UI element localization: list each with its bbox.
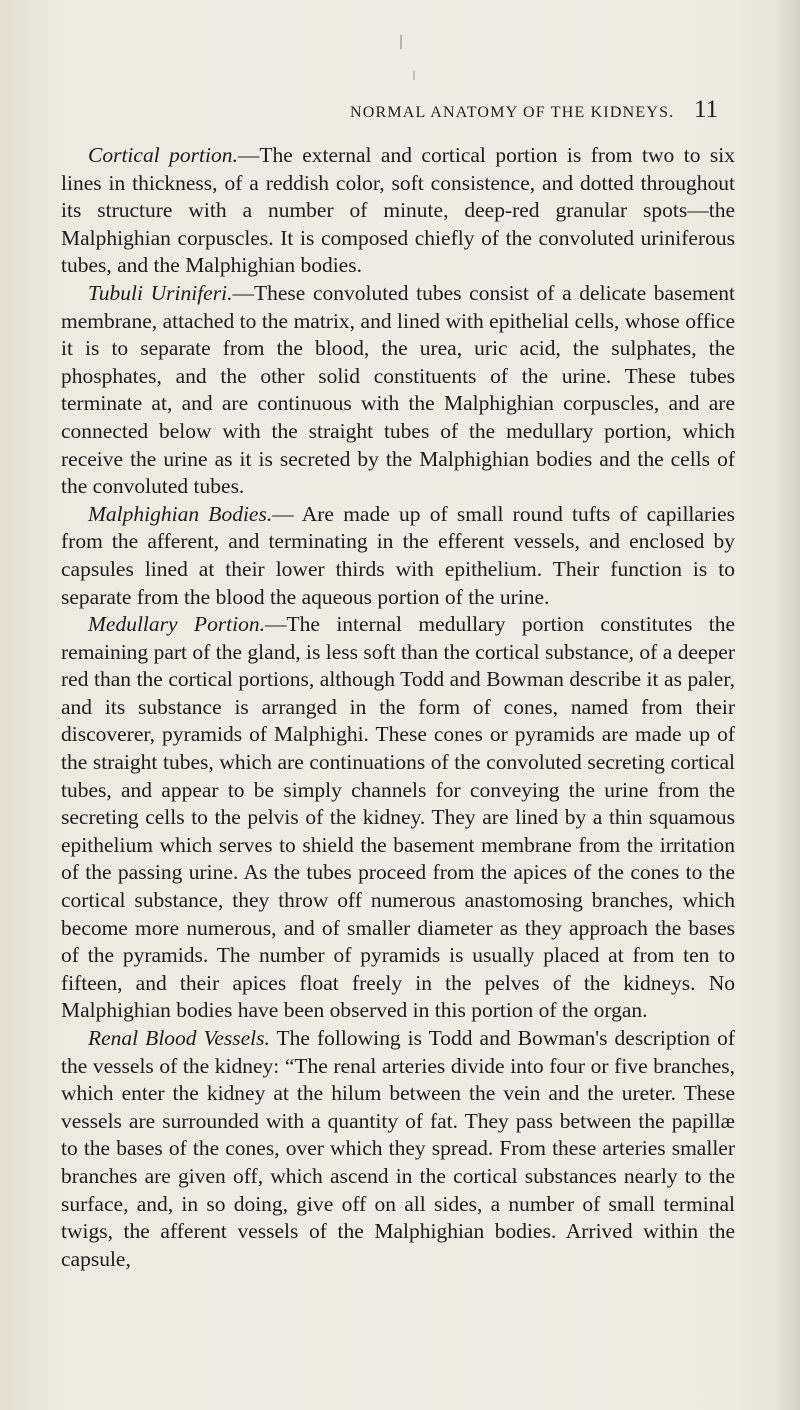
paragraph-renal-blood-vessels bbox=[61, 1025, 735, 1273]
paragraph-text: The following is Todd and Bowman's description of the vessels of the kidney: “The renal arteries divide into four or five branches, which enter the kidney at the hilum between the vein and the ureter. These vessels are surrounded with a quantity of fat. They pass between the papillæ to the bases of the cones, over which they spread. From these arteries smaller branches are given off, which ascend in the cortical substances nearly to the surface, and, in so doing, give off on all sides, a number of small terminal twigs, the afferent vessels of the Malphighian bodies. Arrived within the capsule, bbox=[61, 1026, 735, 1271]
section-heading: Cortical portion. bbox=[88, 143, 238, 167]
print-mark bbox=[400, 35, 402, 49]
paragraph-text: — Are made up of small round tufts of capillaries from the afferent, and terminating in the efferent vessels, and enclosed by capsules lined at their lower thirds with epithelium. Their function is to separate from the blood the aqueous portion of the urine. bbox=[61, 501, 735, 609]
section-heading: Tubuli Uriniferi. bbox=[88, 280, 233, 305]
paragraph-cortical-portion bbox=[61, 142, 735, 280]
page-edge-shadow bbox=[776, 0, 800, 1410]
paragraph-text: —The external and cortical portion is from two to six lines in thickness, of a reddish color, soft consistence, and dotted throughout its structure with a number of minute, deep-red granular spots—the Malphighian corpuscles. It is composed chiefly of the convoluted uriniferous tubes, and the Malphighian bodies. bbox=[61, 143, 735, 278]
running-head: NORMAL ANATOMY OF THE KIDNEYS. bbox=[350, 104, 675, 121]
paragraph-text: —These convoluted tubes consist of a delicate basement membrane, attached to the matrix, and lined with epithelial cells, whose office it is to separate from the blood, the urea, uric acid, the sulphates, the phosphates, and the other solid constituents of the urine. These tubes terminate at, and are continuous with the Malphighian corpuscles, and are connected below with the straight tubes of the medullary portion, which receive the urine as it is secreted by the Malphighian bodies and the cells of the convoluted tubes. bbox=[61, 280, 735, 499]
paragraph-malphighian-bodies bbox=[61, 501, 735, 611]
section-heading: Medullary Portion. bbox=[88, 612, 266, 637]
paragraph-tubuli-uriniferi bbox=[61, 280, 735, 501]
section-heading: Renal Blood Vessels. bbox=[88, 1026, 270, 1050]
paragraph-medullary-portion bbox=[61, 611, 735, 1025]
page-number: 11 bbox=[694, 96, 719, 123]
paragraph-text: —The internal medullary portion constitutes the remaining part of the gland, is less soft than the cortical substance, of a deeper red than the cortical portions, although Todd and Bowman describe it as paler, and its substance is arranged in the form of cones, named from their discoverer, pyramids of Malphighi. These cones or pyramids are made up of the straight tubes, which are continuations of the convoluted secreting cortical tubes, and appear to be simply channels for conveying the urine from the secreting cells to the pelvis of the kidney. They are lined by a thin squamous epithelium which serves to shield the basement membrane from the irritation of the passing urine. As the tubes proceed from the apices of the cones to the cortical substance, they throw off numerous anastomosing branches, which become more numerous, and of smaller diameter as they approach the bases of the pyramids. The number of pyramids is usually placed at from ten to fifteen, and their apices float freely in the pelves of the kidneys. No Malphighian bodies have been observed in this portion of the organ. bbox=[61, 612, 735, 1023]
page-header bbox=[0, 96, 800, 130]
print-mark bbox=[413, 71, 415, 80]
body-text bbox=[61, 142, 735, 1372]
section-heading: Malphighian Bodies. bbox=[88, 501, 273, 526]
